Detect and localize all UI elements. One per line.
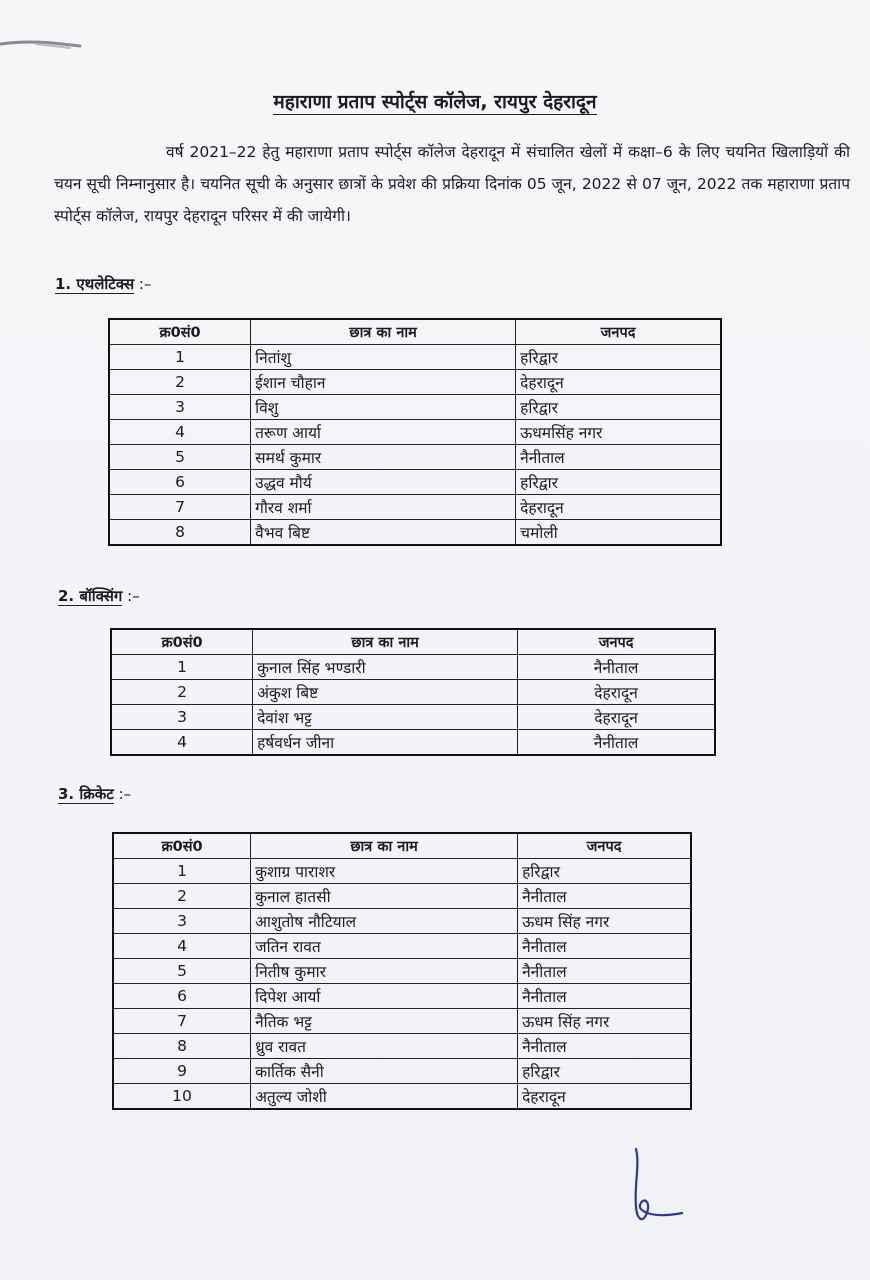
serial-cell: 7 bbox=[109, 495, 251, 520]
district-cell: नैनीताल bbox=[518, 959, 691, 984]
table-row bbox=[113, 909, 691, 934]
name-cell: समर्थ कुमार bbox=[251, 445, 516, 470]
district-cell: नैनीताल bbox=[518, 934, 691, 959]
name-cell: तरूण आर्या bbox=[251, 420, 516, 445]
section-heading-athletics bbox=[55, 274, 151, 294]
intro-paragraph: वर्ष 2021–22 हेतु महाराणा प्रताप स्पोर्ट्स कॉलेज देहरादून में संचालित खेलों में कक्षा–6 के लिए चयनित खिलाड़ियों की चयन सूची निम्नानुसार है। चयनित सूची के अनुसार छात्रों के प्रवेश की प्रक्रिया दिनांक 05 जून, 2022 से 07 जून, 2022 तक महाराणा प्रताप स्पोर्ट्स कॉलेज, रायपुर देहरादून परिसर में की जायेगी। bbox=[54, 143, 851, 225]
district-cell: ऊधम सिंह नगर bbox=[518, 1009, 691, 1034]
name-cell: गौरव शर्मा bbox=[251, 495, 516, 520]
document-title-text: महाराणा प्रताप स्पोर्ट्स कॉलेज, रायपुर देहरादून bbox=[273, 91, 597, 113]
table-row bbox=[113, 934, 691, 959]
column-header-serial: क्र0सं0 bbox=[109, 319, 251, 345]
name-cell: कार्तिक सैनी bbox=[251, 1059, 518, 1084]
serial-cell: 4 bbox=[111, 730, 253, 756]
table-row bbox=[113, 984, 691, 1009]
name-cell: कुशाग्र पाराशर bbox=[251, 859, 518, 884]
name-cell: उद्धव मौर्य bbox=[251, 470, 516, 495]
district-cell: ऊधम सिंह नगर bbox=[518, 909, 691, 934]
name-cell: विशु bbox=[251, 395, 516, 420]
column-header-district: जनपद bbox=[516, 319, 721, 345]
serial-cell: 5 bbox=[109, 445, 251, 470]
serial-cell: 8 bbox=[109, 520, 251, 546]
name-cell: देवांश भट्ट bbox=[253, 705, 518, 730]
serial-cell: 4 bbox=[113, 934, 251, 959]
table-row bbox=[113, 1059, 691, 1084]
serial-cell: 10 bbox=[113, 1084, 251, 1110]
table-row bbox=[113, 959, 691, 984]
serial-cell: 1 bbox=[113, 859, 251, 884]
district-cell: हरिद्वार bbox=[516, 345, 721, 370]
table-boxing bbox=[110, 628, 716, 756]
section-heading-cricket bbox=[58, 784, 131, 804]
serial-cell: 7 bbox=[113, 1009, 251, 1034]
section-heading-boxing bbox=[58, 586, 140, 606]
serial-cell: 3 bbox=[109, 395, 251, 420]
serial-cell: 3 bbox=[113, 909, 251, 934]
serial-cell: 5 bbox=[113, 959, 251, 984]
name-cell: वैभव बिष्ट bbox=[251, 520, 516, 546]
serial-cell: 9 bbox=[113, 1059, 251, 1084]
serial-cell: 6 bbox=[109, 470, 251, 495]
table-header-row bbox=[113, 833, 691, 859]
name-cell: आशुतोष नौटियाल bbox=[251, 909, 518, 934]
table-header-row bbox=[111, 629, 715, 655]
name-cell: अंकुश बिष्ट bbox=[253, 680, 518, 705]
section-heading-text: 1. एथलेटिक्स bbox=[55, 275, 135, 293]
district-cell: चमोली bbox=[516, 520, 721, 546]
name-cell: अतुल्य जोशी bbox=[251, 1084, 518, 1110]
district-cell: देहरादून bbox=[516, 495, 721, 520]
serial-cell: 4 bbox=[109, 420, 251, 445]
table-row bbox=[109, 495, 721, 520]
district-cell: देहरादून bbox=[516, 370, 721, 395]
column-header-name: छात्र का नाम bbox=[253, 629, 518, 655]
table-row bbox=[113, 859, 691, 884]
document-title bbox=[0, 88, 870, 114]
staple-mark bbox=[0, 38, 82, 52]
serial-cell: 2 bbox=[111, 680, 253, 705]
table-header-row bbox=[109, 319, 721, 345]
name-cell: दिपेश आर्या bbox=[251, 984, 518, 1009]
district-cell: हरिद्वार bbox=[518, 859, 691, 884]
table-athletics bbox=[108, 318, 722, 546]
district-cell: हरिद्वार bbox=[516, 470, 721, 495]
table-row bbox=[109, 470, 721, 495]
district-cell: नैनीताल bbox=[518, 984, 691, 1009]
table-row bbox=[111, 680, 715, 705]
district-cell: देहरादून bbox=[518, 680, 715, 705]
table-row bbox=[111, 655, 715, 680]
district-cell: देहरादून bbox=[518, 1084, 691, 1110]
district-cell: नैनीताल bbox=[516, 445, 721, 470]
table-row bbox=[109, 445, 721, 470]
table-row bbox=[109, 345, 721, 370]
column-header-name: छात्र का नाम bbox=[251, 833, 518, 859]
table-row bbox=[111, 730, 715, 756]
name-cell: ध्रुव रावत bbox=[251, 1034, 518, 1059]
column-header-serial: क्र0सं0 bbox=[111, 629, 253, 655]
district-cell: नैनीताल bbox=[518, 884, 691, 909]
name-cell: कुनाल हातसी bbox=[251, 884, 518, 909]
name-cell: जतिन रावत bbox=[251, 934, 518, 959]
serial-cell: 1 bbox=[109, 345, 251, 370]
serial-cell: 6 bbox=[113, 984, 251, 1009]
table-row bbox=[113, 1084, 691, 1110]
serial-cell: 3 bbox=[111, 705, 253, 730]
table-row bbox=[111, 705, 715, 730]
section-heading-suffix: :– bbox=[113, 785, 132, 803]
column-header-name: छात्र का नाम bbox=[251, 319, 516, 345]
table-row bbox=[109, 520, 721, 546]
serial-cell: 8 bbox=[113, 1034, 251, 1059]
district-cell: नैनीताल bbox=[518, 730, 715, 756]
section-heading-suffix: :– bbox=[122, 587, 140, 605]
district-cell: हरिद्वार bbox=[518, 1059, 691, 1084]
district-cell: ऊधमसिंह नगर bbox=[516, 420, 721, 445]
section-heading-suffix: :– bbox=[134, 275, 152, 293]
district-cell: हरिद्वार bbox=[516, 395, 721, 420]
table-row bbox=[113, 1009, 691, 1034]
district-cell: नैनीताल bbox=[518, 655, 715, 680]
table-row bbox=[109, 420, 721, 445]
district-cell: नैनीताल bbox=[518, 1034, 691, 1059]
section-heading-text: 2. बॉक्सिंग bbox=[58, 587, 123, 605]
name-cell: ईशान चौहान bbox=[251, 370, 516, 395]
table-row bbox=[113, 1034, 691, 1059]
column-header-district: जनपद bbox=[518, 629, 715, 655]
table-row bbox=[113, 884, 691, 909]
serial-cell: 2 bbox=[113, 884, 251, 909]
table-cricket bbox=[112, 832, 692, 1110]
name-cell: हर्षवर्धन जीना bbox=[253, 730, 518, 756]
name-cell: नैतिक भट्ट bbox=[251, 1009, 518, 1034]
name-cell: कुनाल सिंह भण्डारी bbox=[253, 655, 518, 680]
serial-cell: 1 bbox=[111, 655, 253, 680]
table-row bbox=[109, 370, 721, 395]
serial-cell: 2 bbox=[109, 370, 251, 395]
name-cell: नितांशु bbox=[251, 345, 516, 370]
table-row bbox=[109, 395, 721, 420]
handwritten-signature bbox=[622, 1145, 692, 1230]
district-cell: देहरादून bbox=[518, 705, 715, 730]
section-heading-text: 3. क्रिकेट bbox=[58, 785, 114, 803]
name-cell: नितीष कुमार bbox=[251, 959, 518, 984]
column-header-district: जनपद bbox=[518, 833, 691, 859]
column-header-serial: क्र0सं0 bbox=[113, 833, 251, 859]
